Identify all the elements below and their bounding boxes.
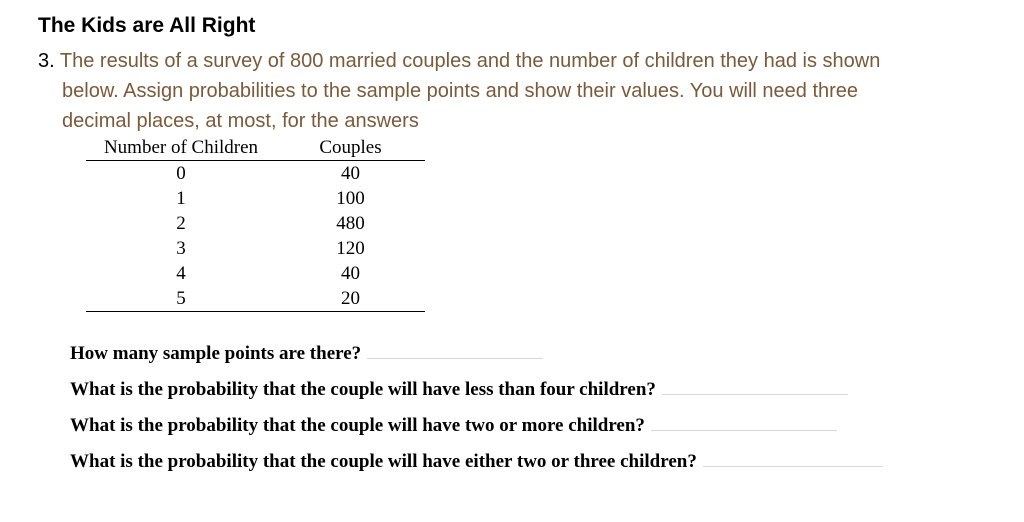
problem-text-line-2: below. Assign probabilities to the sample points and show their values. You will need three xyxy=(62,80,859,102)
couples-cell: 20 xyxy=(276,286,425,312)
question-list xyxy=(70,340,883,484)
problem-statement xyxy=(38,46,988,136)
header-number-of-children: Number of Children xyxy=(86,137,276,161)
couples-cell: 40 xyxy=(341,263,360,284)
couples-cell: 40 xyxy=(341,163,360,184)
children-cell: 3 xyxy=(176,238,186,259)
answer-blank-two-or-more[interactable] xyxy=(651,412,837,431)
answer-blank-sample-points[interactable] xyxy=(367,340,543,359)
problem-text-line-3: decimal places, at most, for the answers xyxy=(62,110,419,132)
answer-blank-two-or-three[interactable] xyxy=(703,448,883,467)
couples-cell: 120 xyxy=(336,238,365,259)
children-cell: 1 xyxy=(176,188,186,209)
table-row xyxy=(86,261,425,286)
question-text: What is the probability that the couple will have less than four children? xyxy=(70,379,656,400)
question-text: What is the probability that the couple will have either two or three children? xyxy=(70,451,697,472)
couples-cell: 480 xyxy=(336,213,365,234)
question-two-or-more xyxy=(70,412,883,448)
question-two-or-three xyxy=(70,448,883,484)
question-less-than-four xyxy=(70,376,883,412)
question-text: What is the probability that the couple will have two or more children? xyxy=(70,415,645,436)
table-header-row xyxy=(86,137,425,161)
table-row xyxy=(86,211,425,236)
table-row xyxy=(86,186,425,211)
page-title: The Kids are All Right xyxy=(38,14,256,37)
table-row xyxy=(86,161,425,187)
question-sample-points xyxy=(70,340,883,376)
children-cell: 0 xyxy=(176,163,186,184)
answer-blank-less-than-four[interactable] xyxy=(662,376,848,395)
header-couples: Couples xyxy=(276,137,425,161)
couples-cell: 100 xyxy=(336,188,365,209)
question-text: How many sample points are there? xyxy=(70,343,362,364)
children-couples-table xyxy=(86,137,425,312)
children-cell: 5 xyxy=(86,286,276,312)
table-row xyxy=(86,236,425,261)
table-row xyxy=(86,286,425,312)
children-cell: 4 xyxy=(176,263,186,284)
question-number: 3. xyxy=(38,50,55,72)
problem-text-line-1: The results of a survey of 800 married couples and the number of children they had is shown xyxy=(59,50,881,72)
children-cell: 2 xyxy=(176,213,186,234)
